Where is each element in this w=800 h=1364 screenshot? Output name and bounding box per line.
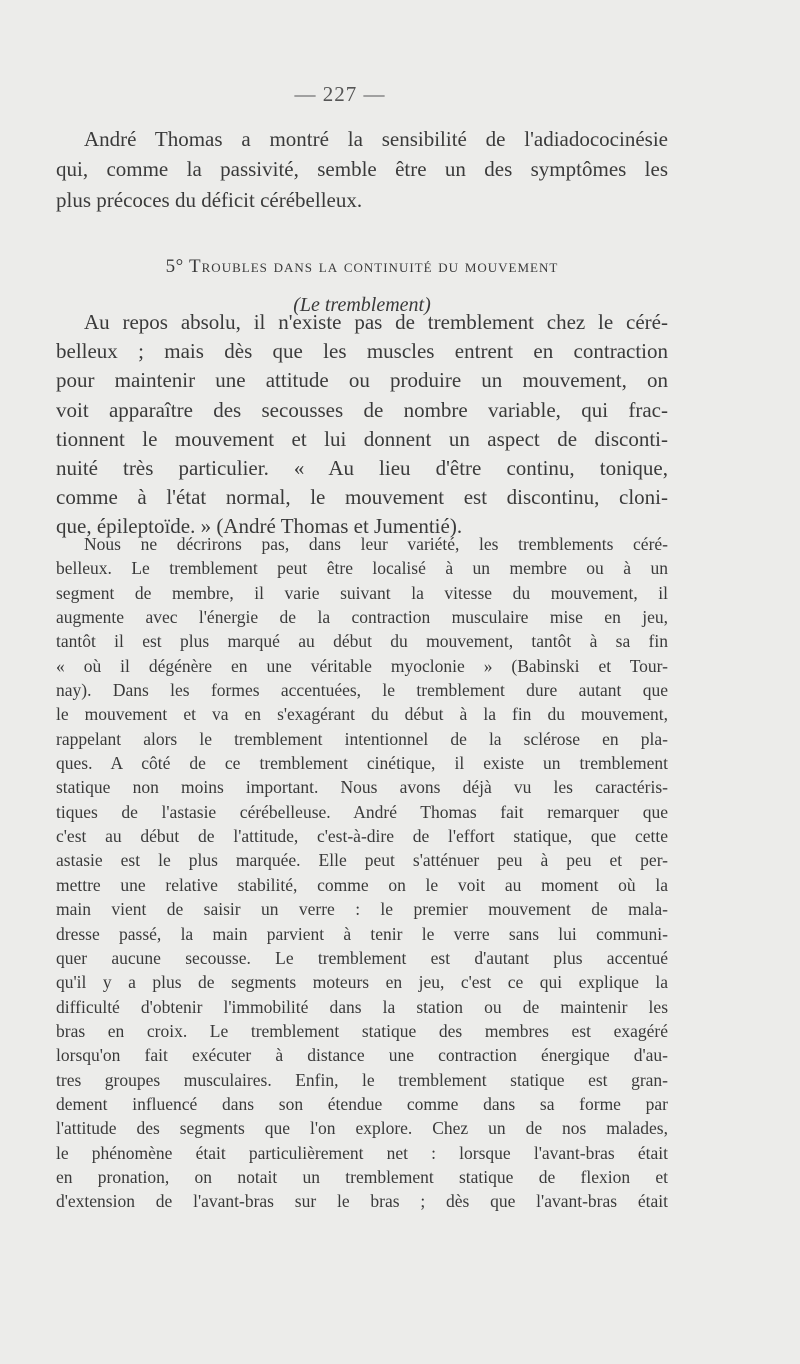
text-line: belleux ; mais dès que les muscles entrent en contraction [56,339,668,364]
text-line: tiques de l'astasie cérébelleuse. André Thomas fait remarquer que [56,801,668,822]
text-line: bras en croix. Le tremblement statique des membres est exagéré [56,1020,668,1041]
text-line: augmente avec l'énergie de la contraction musculaire mise en jeu, [56,607,668,628]
text-line: le phénomène était particulièrement net : lorsque l'avant-bras était [56,1142,668,1163]
text-line: comme à l'état normal, le mouvement est discontinu, cloni- [56,485,668,510]
paragraph-1 [56,124,668,215]
text-line: lorsqu'on fait exécuter à distance une contraction énergique d'au- [56,1045,668,1066]
section-number: 5° [165,256,184,277]
text-line: qui, comme la passivité, semble être un des symptômes les [56,157,668,182]
text-line: « où il dégénère en une véritable myoclonie » (Babinski et Tour- [56,655,668,676]
text-line: tionnent le mouvement et lui donnent un aspect de disconti- [56,426,668,451]
text-line: tres groupes musculaires. Enfin, le tremblement statique est gran- [56,1069,668,1090]
paragraph-2 [56,308,668,542]
text-line: en pronation, on notait un tremblement statique de flexion et [56,1166,668,1187]
text-line: nuité très particulier. « Au lieu d'être continu, tonique, [56,456,668,481]
text-line: nay). Dans les formes accentuées, le tremblement dure autant que [56,680,668,701]
text-line: astasie est le plus marquée. Elle peut s'atténuer peu à peu et per- [56,850,668,871]
text-line: André Thomas a montré la sensibilité de l'adiadococinésie [84,127,668,151]
text-line: segment de membre, il varie suivant la vitesse du mouvement, il [56,582,668,603]
text-line: main vient de saisir un verre : le premier mouvement de mala- [56,899,668,920]
page-number: — 227 — [294,82,386,106]
text-line: mettre une relative stabilité, comme on le voit au moment où la [56,874,668,895]
text-line: tantôt il est plus marqué au début du mouvement, tantôt à sa fin [56,631,668,652]
text-line: belleux. Le tremblement peut être localisé à un membre ou à un [56,558,668,579]
text-line: le mouvement et va en s'exagérant du début à la fin du mouvement, [56,704,668,725]
paragraph-3 [56,532,668,1214]
text-line: qu'il y a plus de segments moteurs en jeu, c'est ce qui explique la [56,972,668,993]
text-line: d'extension de l'avant-bras sur le bras ; dès que l'avant-bras était [56,1191,668,1212]
text-line: que, épileptoïde. » (André Thomas et Jumentié). [56,514,463,539]
text-line: Au repos absolu, il n'existe pas de tremblement chez le céré- [84,310,668,334]
text-line: rappelant alors le tremblement intentionnel de la sclérose en pla- [56,728,668,749]
section-subheading: (Le tremblement) [293,294,431,316]
text-line: difficulté d'obtenir l'immobilité dans la station ou de maintenir les [56,996,668,1017]
text-line: c'est au début de l'attitude, c'est-à-dire de l'effort statique, que cette [56,826,668,847]
text-line: dresse passé, la main parvient à tenir le verre sans lui communi- [56,923,668,944]
text-line: pour maintenir une attitude ou produire un mouvement, on [56,368,668,393]
text-line: statique non moins important. Nous avons déjà vu les caractéris- [56,777,668,798]
section-title: Troubles dans la continuité du mouvement [189,256,559,277]
text-line: ques. A côté de ce tremblement cinétique, il existe un tremblement [56,753,668,774]
text-line: dement influencé dans son étendue comme dans sa forme par [56,1093,668,1114]
section-heading [56,256,668,278]
text-line: plus précoces du déficit cérébelleux. [56,187,363,212]
text-line: quer aucune secousse. Le tremblement est d'autant plus accentué [56,947,668,968]
text-line: voit apparaître des secousses de nombre variable, qui frac- [56,397,668,422]
text-line: l'attitude des segments que l'on explore. Chez un de nos malades, [56,1118,668,1139]
text-line: Nous ne décrirons pas, dans leur variété, les tremblements céré- [84,534,668,554]
